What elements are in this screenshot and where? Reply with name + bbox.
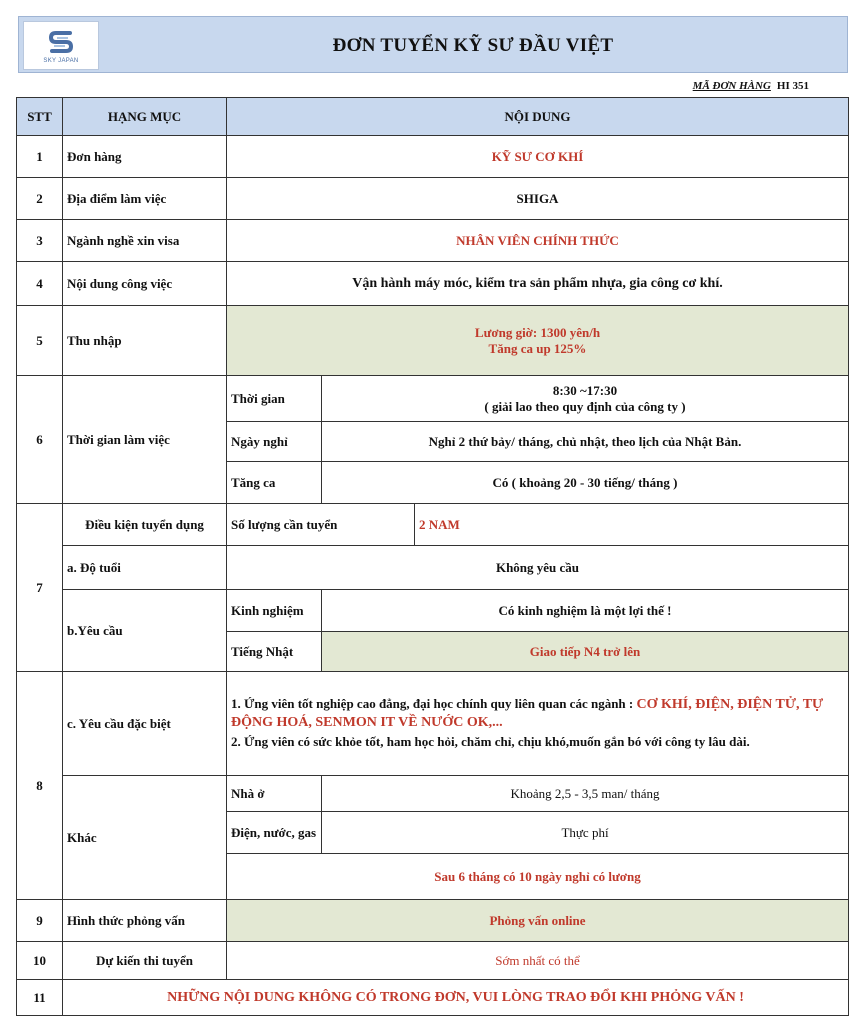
- row-number: 3: [17, 220, 63, 262]
- company-logo: [23, 21, 99, 70]
- order-code: [693, 80, 809, 92]
- logo-text: SKY JAPAN: [43, 58, 79, 64]
- work-hours: [322, 376, 849, 422]
- sub-label: Nhà ở: [227, 776, 322, 812]
- table-header-row: [17, 98, 849, 136]
- table-row: [17, 546, 849, 590]
- row-label: Hình thức phỏng vấn: [63, 900, 227, 942]
- break-note: ( giải lao theo quy định của công ty ): [484, 398, 686, 414]
- job-description: Vận hành máy móc, kiểm tra sản phẩm nhựa, gia công cơ khí.: [227, 262, 849, 306]
- special-requirements: [227, 672, 849, 776]
- table-row: [17, 136, 849, 178]
- table-row: [17, 672, 849, 776]
- income-cell: [227, 306, 849, 376]
- row-number: 2: [17, 178, 63, 220]
- table-row: [17, 220, 849, 262]
- row-number: 5: [17, 306, 63, 376]
- sub-label: Tăng ca: [227, 462, 322, 504]
- row-label: Thời gian làm việc: [63, 376, 227, 504]
- table-row: [17, 942, 849, 980]
- row-label: c. Yêu cầu đặc biệt: [63, 672, 227, 776]
- row-label: Ngành nghề xin visa: [63, 220, 227, 262]
- recruit-quantity: 2 NAM: [415, 504, 849, 546]
- sub-label: Thời gian: [227, 376, 322, 422]
- row-number: 11: [17, 980, 63, 1016]
- row-number: 8: [17, 672, 63, 900]
- row-label: b.Yêu cầu: [63, 590, 227, 672]
- days-off: Nghỉ 2 thứ bảy/ tháng, chủ nhật, theo lịch của Nhật Bản.: [322, 422, 849, 462]
- row-label: Dự kiến thi tuyển: [63, 942, 227, 980]
- row-number: 7: [17, 504, 63, 672]
- hourly-wage: Lương giờ: 1300 yên/h: [474, 324, 601, 340]
- sub-label: Điện, nước, gas: [227, 812, 322, 854]
- row-label: Thu nhập: [63, 306, 227, 376]
- order-code-value: HI 351: [776, 80, 809, 92]
- table-row: [17, 178, 849, 220]
- row-number: 6: [17, 376, 63, 504]
- exam-schedule: Sớm nhất có thể: [227, 942, 849, 980]
- sub-label: Số lượng cần tuyển: [227, 504, 415, 546]
- row-label: Nội dung công việc: [63, 262, 227, 306]
- overtime-rate: Tăng ca up 125%: [488, 340, 587, 356]
- col-header-stt: STT: [17, 98, 63, 136]
- row-number: 10: [17, 942, 63, 980]
- special-requirement-2: 2. Ứng viên có sức khỏe tốt, ham học hỏi, chăm chỉ, chịu khó,muốn gắn bó với công ty lâu dài.: [231, 734, 750, 749]
- overtime-hours: Có ( khoảng 20 - 30 tiếng/ tháng ): [322, 462, 849, 504]
- experience-requirement: Có kinh nghiệm là một lợi thế !: [322, 590, 849, 632]
- row-number: 1: [17, 136, 63, 178]
- footer-note: NHỮNG NỘI DUNG KHÔNG CÓ TRONG ĐƠN, VUI LÒNG TRAO ĐỔI KHI PHỎNG VẤN !: [63, 980, 849, 1016]
- sub-label: Kinh nghiệm: [227, 590, 322, 632]
- work-hours-range: 8:30 ~17:30: [552, 382, 618, 398]
- table-row: [17, 980, 849, 1016]
- row-label: Đơn hàng: [63, 136, 227, 178]
- document-title: ĐƠN TUYỂN KỸ SƯ ĐẦU VIỆT: [332, 34, 614, 56]
- row-label: Điều kiện tuyển dụng: [63, 504, 227, 546]
- table-row: [17, 900, 849, 942]
- special-requirement-1: 1. Ứng viên tốt nghiệp cao đẳng, đại học chính quy liên quan các ngành : CƠ KHÍ, ĐIỆN, ĐIỆN TỬ, TỰ ĐỘNG HOÁ, SENMON IT VỀ NƯỚC OK,...: [231, 696, 824, 730]
- age-requirement: Không yêu cầu: [227, 546, 849, 590]
- row-label: Khác: [63, 776, 227, 900]
- col-header-content: NỘI DUNG: [227, 98, 849, 136]
- table-row: [17, 262, 849, 306]
- table-row: [17, 776, 849, 812]
- table-row: [17, 504, 849, 546]
- table-row: [17, 306, 849, 376]
- housing-cost: Khoảng 2,5 - 3,5 man/ tháng: [322, 776, 849, 812]
- paid-leave: Sau 6 tháng có 10 ngày nghỉ có lương: [227, 854, 849, 900]
- order-name: KỸ SƯ CƠ KHÍ: [227, 136, 849, 178]
- japanese-requirement: Giao tiếp N4 trở lên: [322, 632, 849, 672]
- row-label: Địa điểm làm việc: [63, 178, 227, 220]
- visa-type: NHÂN VIÊN CHÍNH THỨC: [227, 220, 849, 262]
- required-majors: CƠ KHÍ, ĐIỆN, ĐIỆN TỬ, TỰ ĐỘNG HOÁ, SENMON IT VỀ NƯỚC OK,...: [231, 697, 824, 730]
- row-number: 9: [17, 900, 63, 942]
- table-row: [17, 376, 849, 422]
- col-header-category: HẠNG MỤC: [63, 98, 227, 136]
- document-header: [18, 16, 848, 73]
- table-row: [17, 590, 849, 632]
- order-code-label: MÃ ĐƠN HÀNG: [692, 80, 771, 92]
- utilities-cost: Thực phí: [322, 812, 849, 854]
- job-order-table: [16, 97, 849, 1016]
- sub-label: Ngày nghỉ: [227, 422, 322, 462]
- work-location: SHIGA: [227, 178, 849, 220]
- sky-japan-logo-icon: [46, 27, 76, 57]
- row-label: a. Độ tuổi: [63, 546, 227, 590]
- row-number: 4: [17, 262, 63, 306]
- interview-format: Phỏng vấn online: [227, 900, 849, 942]
- sub-label: Tiếng Nhật: [227, 632, 322, 672]
